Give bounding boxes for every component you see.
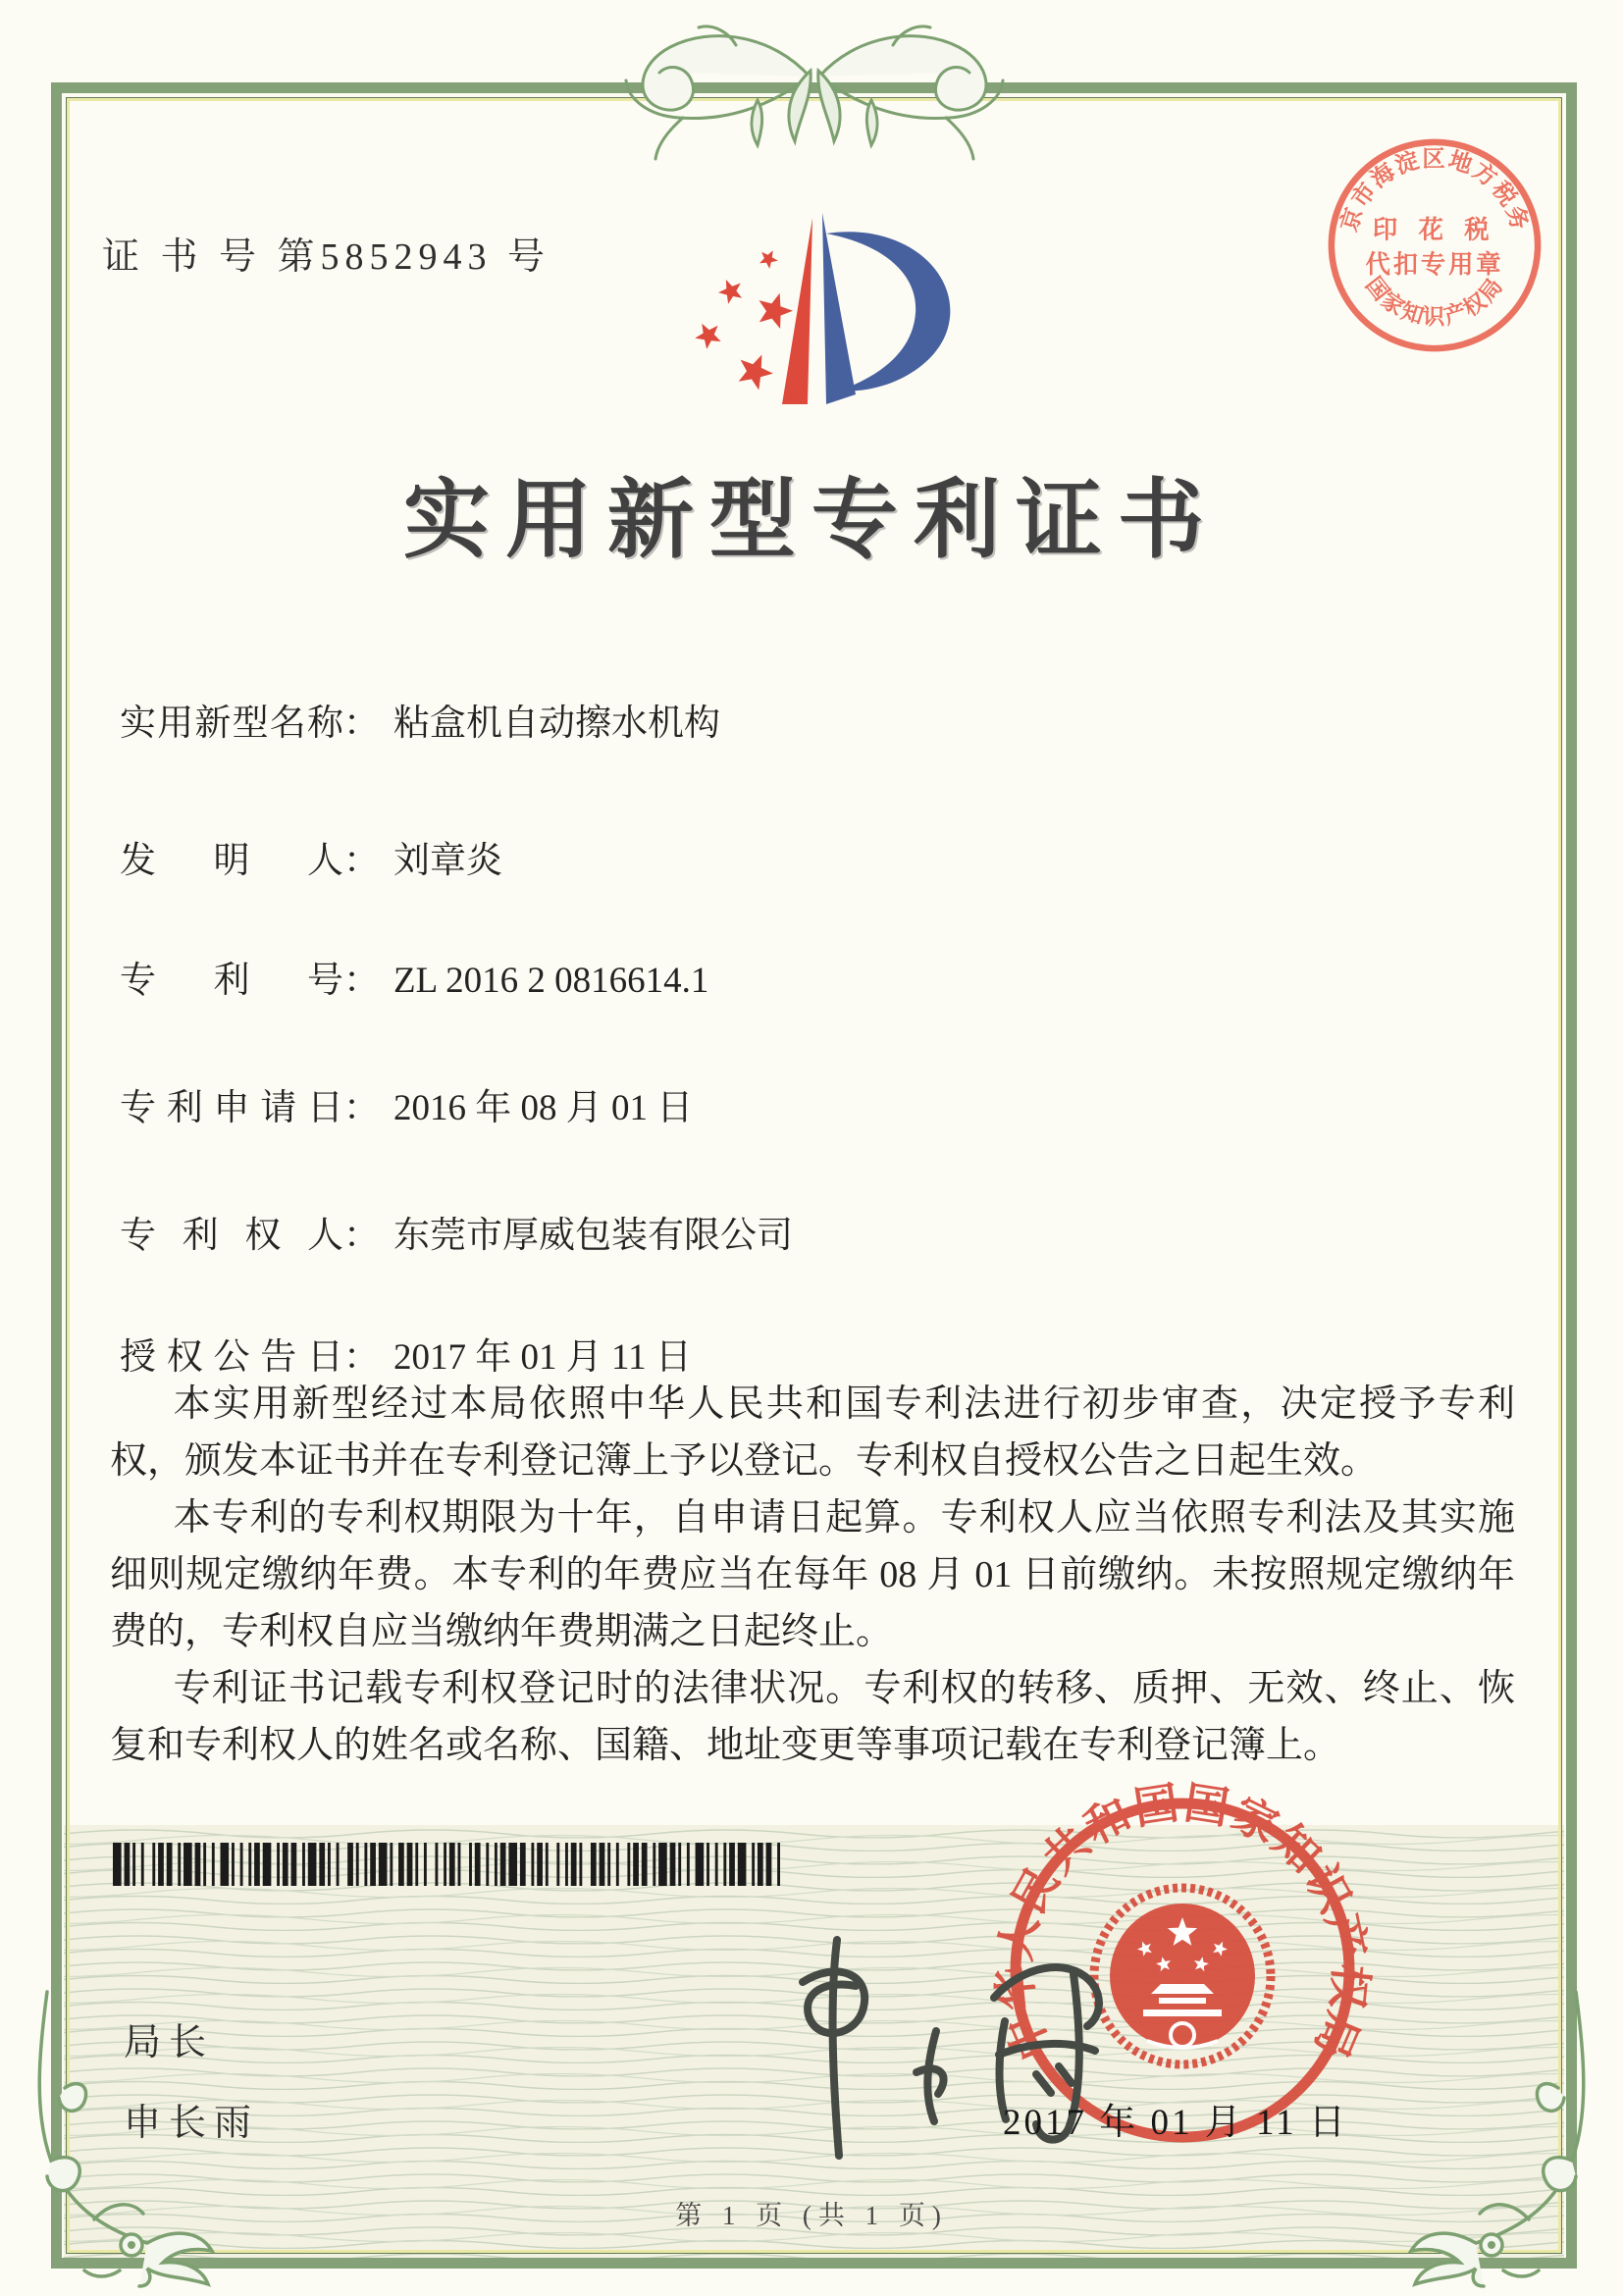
field-label: 专利申请日	[120, 1088, 343, 1128]
legal-paragraph-1: 本实用新型经过本局依照中华人民共和国专利法进行初步审查，决定授予专利权，颁发本证书并在专利登记簿上予以登记。专利权自授权公告之日起生效。	[110, 1383, 1515, 1482]
field-label: 发明人	[120, 841, 343, 881]
field-grant-date: 授权公告日： 2017 年 01 月 11 日	[120, 1327, 692, 1380]
field-value: 刘章炎	[393, 841, 502, 881]
page-number: 第 1 页 (共 1 页)	[675, 2201, 948, 2230]
field-label: 实用新型名称	[120, 704, 343, 744]
tax-stamp-line1: 印 花 税	[1372, 216, 1497, 244]
logo-stars	[695, 250, 793, 390]
field-value: 东莞市厚威包装有限公司	[393, 1216, 793, 1256]
field-value: 2017 年 01 月 11 日	[393, 1337, 692, 1378]
barcode	[113, 1843, 780, 1886]
field-label: 授权公告日	[120, 1337, 343, 1378]
legal-text	[110, 1376, 1515, 1774]
certificate-number: 证 书 号 第5852943 号	[102, 236, 551, 278]
field-value: 粘盒机自动擦水机构	[393, 704, 720, 744]
field-filing-date: 专利申请日： 2016 年 08 月 01 日	[120, 1077, 693, 1130]
field-label: 专利号	[120, 961, 343, 1001]
field-patent-number: 专利号： ZL 2016 2 0816614.1	[120, 950, 708, 1003]
tax-stamp-ring-top: 北京市海淀区地方税务局	[1302, 106, 1533, 235]
cnipa-logo	[677, 196, 971, 427]
field-label: 专利权人	[120, 1216, 343, 1256]
field-inventor: 发明人： 刘章炎	[120, 830, 502, 883]
field-patentee: 专利权人： 东莞市厚威包装有限公司	[120, 1205, 793, 1258]
corner-flourish-right	[1391, 1992, 1597, 2286]
top-ornament	[510, 6, 1119, 161]
tax-stamp-ring-bottom: 国家知识产权局	[1360, 272, 1509, 330]
seal-ring-text: 中华人民共和国国家知识产权局	[989, 1778, 1376, 2067]
field-utility-model-name: 实用新型名称： 粘盒机自动擦水机构	[120, 693, 720, 746]
seal-date: 2017 年 01 月 11 日	[1003, 2103, 1348, 2143]
legal-paragraph-3: 专利证书记载专利权登记时的法律状况。专利权的转移、质押、无效、终止、恢复和专利权人的姓名或名称、国籍、地址变更等事项记载在专利登记簿上。	[110, 1668, 1515, 1766]
tax-stamp-line2: 代扣专用章	[1365, 251, 1504, 280]
logo-blue-wedge	[822, 213, 856, 404]
svg-text:国家知识产权局	[1361, 273, 1508, 330]
field-value: ZL 2016 2 0816614.1	[393, 961, 709, 1001]
tax-stamp	[1302, 106, 1554, 365]
national-emblem	[1094, 1888, 1271, 2064]
director-name: 申长雨	[124, 2103, 260, 2144]
field-value: 2016 年 08 月 01 日	[393, 1088, 694, 1128]
director-label: 局长	[124, 2022, 215, 2063]
legal-paragraph-2: 本专利的专利权期限为十年，自申请日起算。专利权人应当依照专利法及其实施细则规定缴纳年费。本专利的年费应当在每年 08 月 01 日前缴纳。未按照规定缴纳年费的，专利权自应当缴纳年费期满之日起终止。	[110, 1497, 1515, 1652]
certificate-title: 实用新型专利证书	[402, 474, 1220, 569]
